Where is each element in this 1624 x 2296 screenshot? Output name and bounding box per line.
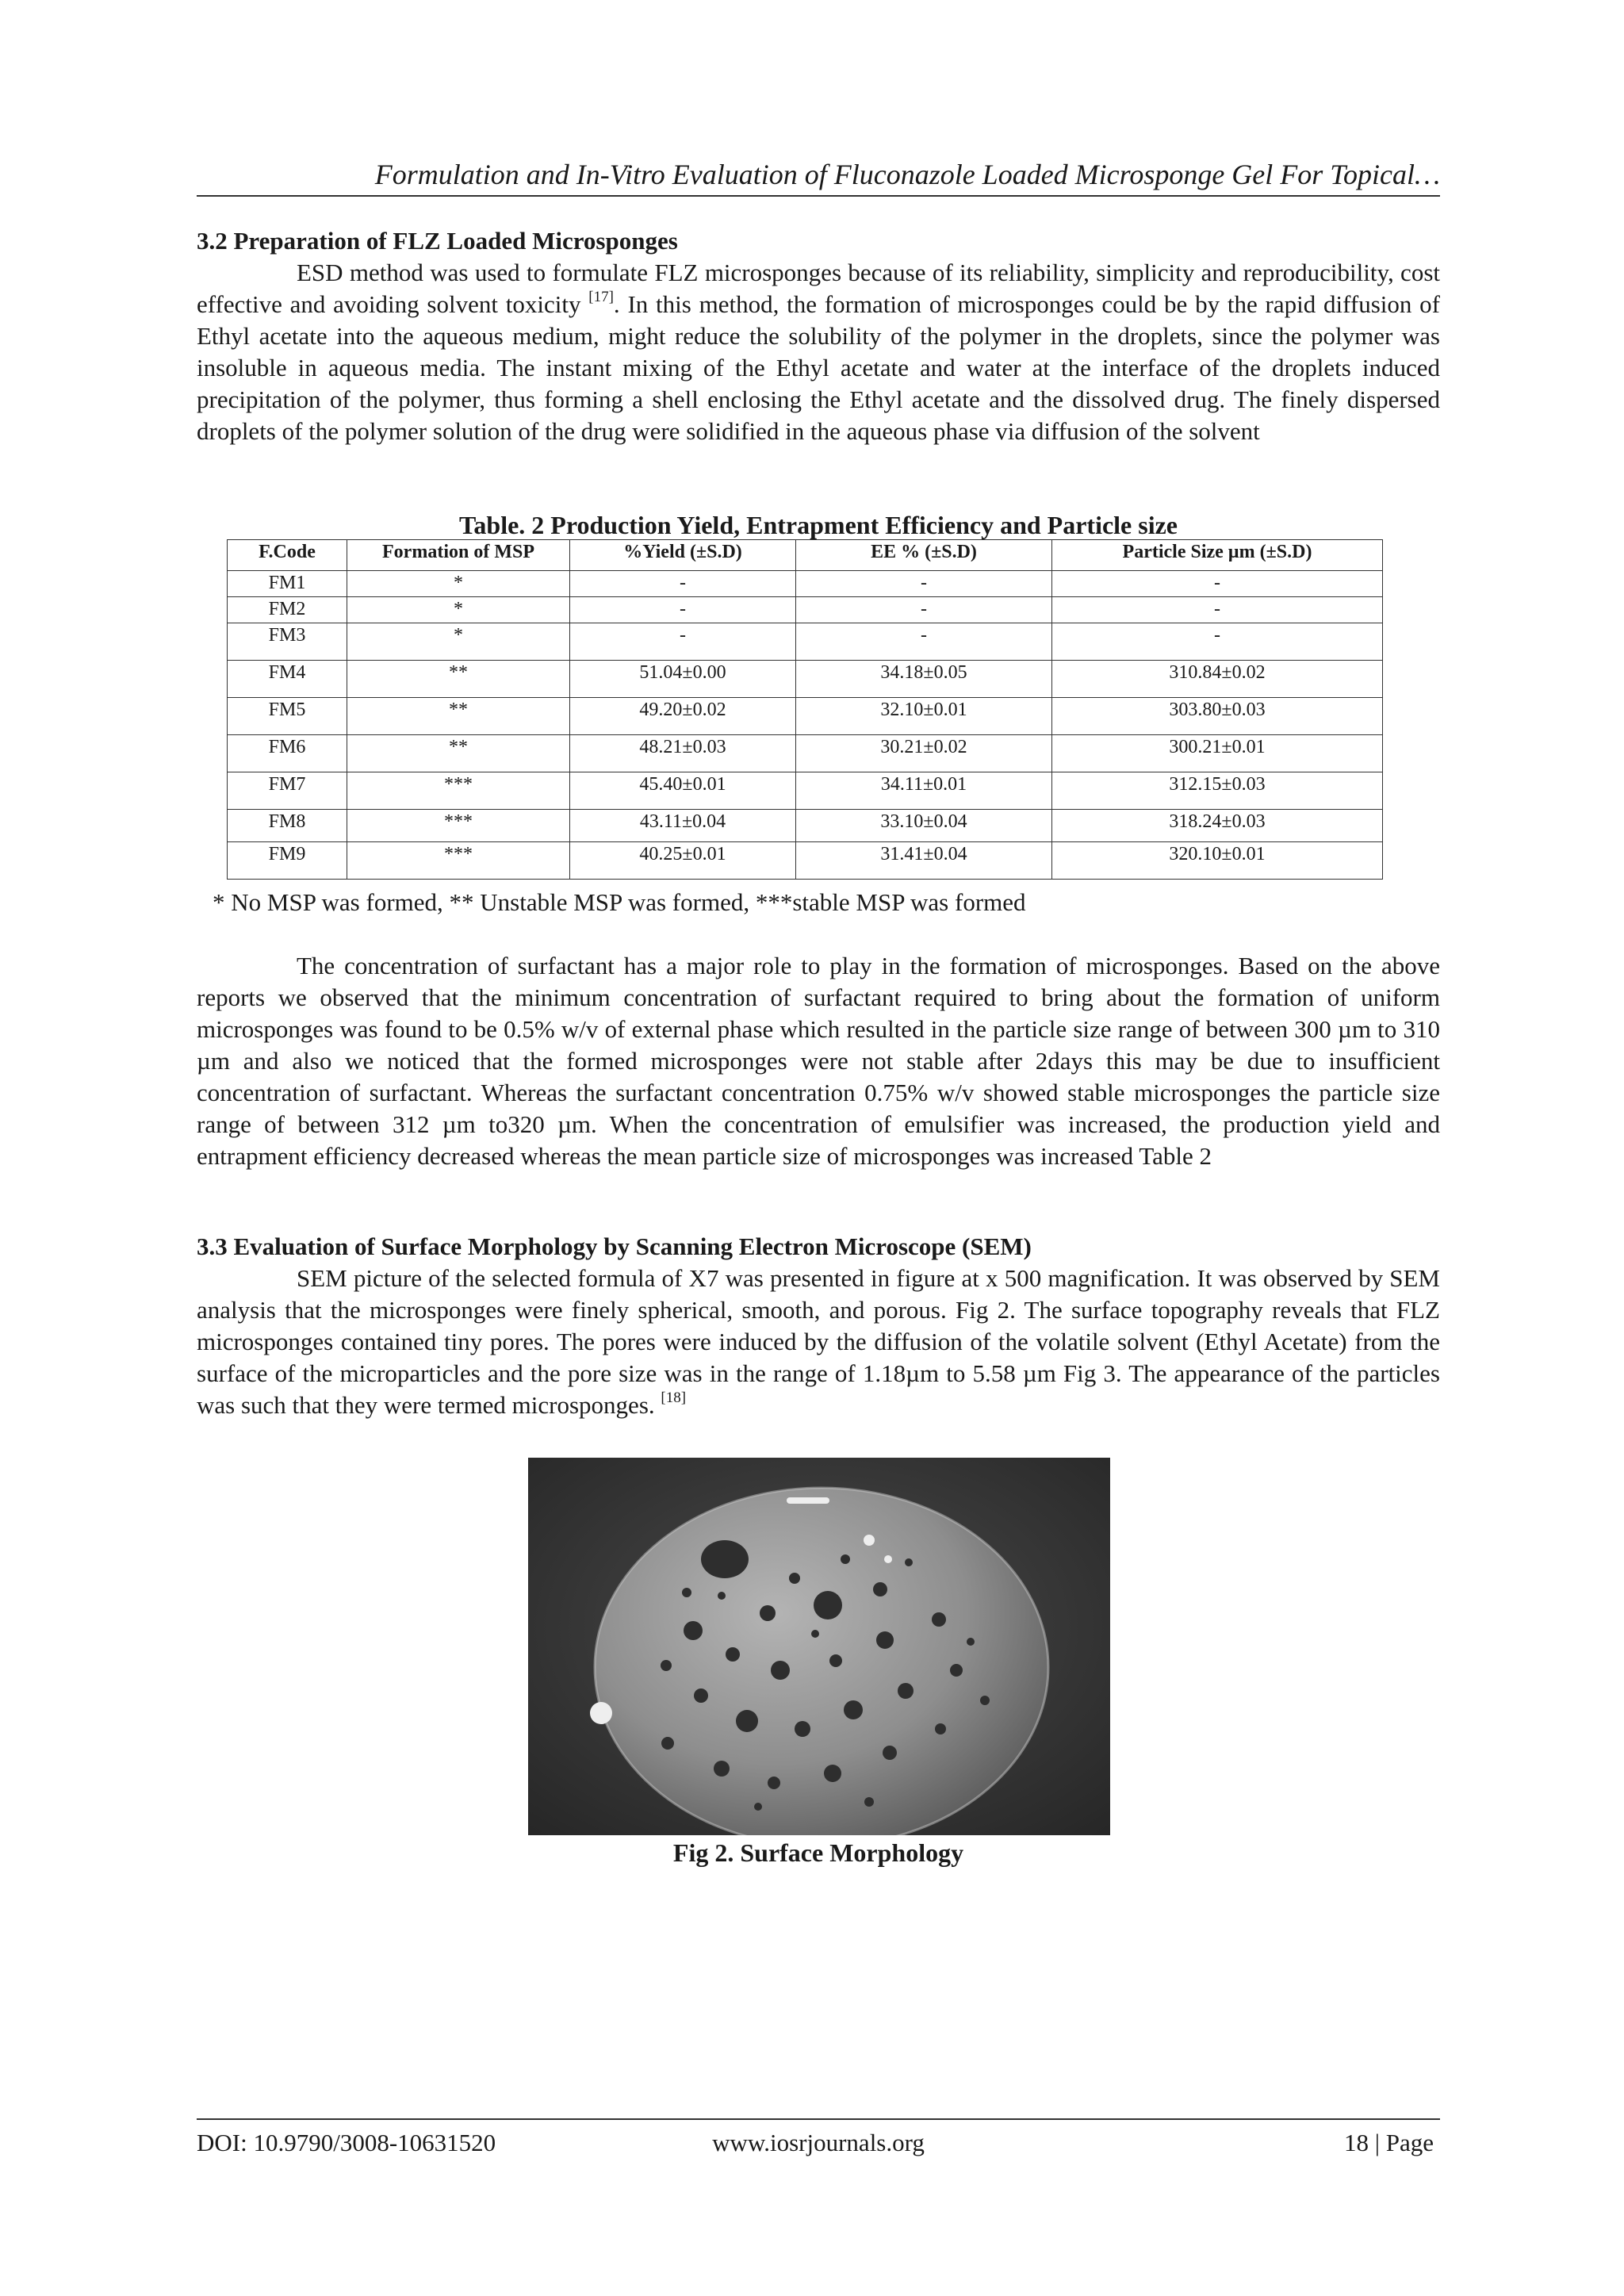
table-cell: FM1 bbox=[228, 571, 347, 597]
table-cell: * bbox=[347, 571, 570, 597]
table-cell: - bbox=[796, 597, 1052, 623]
section-3-2 bbox=[197, 225, 1440, 447]
table-row bbox=[228, 842, 1383, 880]
table-cell: *** bbox=[347, 772, 570, 810]
table-header-row bbox=[228, 540, 1383, 571]
table-cell: - bbox=[1052, 571, 1383, 597]
table-cell: 30.21±0.02 bbox=[796, 735, 1052, 772]
table-cell: 310.84±0.02 bbox=[1052, 661, 1383, 698]
table-cell: FM9 bbox=[228, 842, 347, 880]
table-cell: ** bbox=[347, 698, 570, 735]
table-cell: 303.80±0.03 bbox=[1052, 698, 1383, 735]
table-row bbox=[228, 810, 1383, 842]
table-cell: FM6 bbox=[228, 735, 347, 772]
table-cell: - bbox=[1052, 597, 1383, 623]
section-heading: 3.2 Preparation of FLZ Loaded Microsponges bbox=[197, 227, 678, 255]
header-divider bbox=[197, 195, 1440, 197]
sem-micrograph bbox=[528, 1458, 1110, 1835]
column-header: EE % (±S.D) bbox=[796, 540, 1052, 571]
table-title: Table. 2 Production Yield, Entrapment Efficiency and Particle size bbox=[458, 511, 1178, 539]
table-row bbox=[228, 661, 1383, 698]
citation-ref: [17] bbox=[588, 289, 614, 305]
table-cell: FM5 bbox=[228, 698, 347, 735]
table-row bbox=[228, 571, 1383, 597]
table-cell: 318.24±0.03 bbox=[1052, 810, 1383, 842]
table-cell: - bbox=[1052, 623, 1383, 661]
table-cell: FM8 bbox=[228, 810, 347, 842]
table-cell: 34.11±0.01 bbox=[796, 772, 1052, 810]
table-cell: 43.11±0.04 bbox=[570, 810, 796, 842]
discussion bbox=[197, 950, 1440, 1172]
table-cell: FM7 bbox=[228, 772, 347, 810]
section-heading: 3.3 Evaluation of Surface Morphology by Scanning Electron Microscope (SEM) bbox=[197, 1232, 1032, 1260]
table-cell: 49.20±0.02 bbox=[570, 698, 796, 735]
running-header: Formulation and In-Vitro Evaluation of Fluconazole Loaded Microsponge Gel For Topical… bbox=[374, 159, 1440, 190]
table-footnote: * No MSP was formed, ** Unstable MSP was formed, ***stable MSP was formed bbox=[213, 888, 1026, 916]
section-3-3 bbox=[197, 1231, 1440, 1421]
table-cell: 32.10±0.01 bbox=[796, 698, 1052, 735]
table-cell: - bbox=[796, 623, 1052, 661]
table-cell: ** bbox=[347, 661, 570, 698]
column-header: Particle Size µm (±S.D) bbox=[1052, 540, 1383, 571]
page-footer bbox=[197, 2125, 1440, 2160]
table-cell: *** bbox=[347, 810, 570, 842]
table-cell: 312.15±0.03 bbox=[1052, 772, 1383, 810]
table-cell: *** bbox=[347, 842, 570, 880]
results-table bbox=[227, 539, 1383, 880]
table-cell: 48.21±0.03 bbox=[570, 735, 796, 772]
table-cell: * bbox=[347, 597, 570, 623]
table-cell: FM4 bbox=[228, 661, 347, 698]
column-header: F.Code bbox=[228, 540, 347, 571]
citation-ref: [18] bbox=[661, 1389, 687, 1406]
table-cell: 31.41±0.04 bbox=[796, 842, 1052, 880]
table-cell: 51.04±0.00 bbox=[570, 661, 796, 698]
column-header: Formation of MSP bbox=[347, 540, 570, 571]
table-cell: FM2 bbox=[228, 597, 347, 623]
table-cell: FM3 bbox=[228, 623, 347, 661]
table-cell: 40.25±0.01 bbox=[570, 842, 796, 880]
table-row bbox=[228, 772, 1383, 810]
table-cell: - bbox=[570, 623, 796, 661]
table-cell: 34.18±0.05 bbox=[796, 661, 1052, 698]
sem-image bbox=[528, 1458, 1110, 1835]
table-row bbox=[228, 597, 1383, 623]
paragraph-text: SEM picture of the selected formula of X7 was presented in figure at x 500 magnification. It was observed by SEM analysis that the microsponges were finely spherical, smooth, and porous. Fig 2. The surface topography reveals that FLZ microsponges contained tiny pores. The pores were induced by the diffusion of the volatile solvent (Ethyl Acetate) from the surface of the microparticles and the pore size was in the range of 1.18µm to 5.58 µm Fig 3. The appearance of the particles was such that they were termed microsponges. bbox=[197, 1264, 1440, 1419]
table-cell: - bbox=[570, 597, 796, 623]
table-cell: 33.10±0.04 bbox=[796, 810, 1052, 842]
table-cell: * bbox=[347, 623, 570, 661]
footer-divider bbox=[197, 2118, 1440, 2120]
page-number: 18 | Page bbox=[1344, 2129, 1434, 2156]
table-cell: 45.40±0.01 bbox=[570, 772, 796, 810]
journal-url: www.iosrjournals.org bbox=[712, 2129, 925, 2156]
paragraph bbox=[197, 257, 1440, 447]
paragraph: The concentration of surfactant has a major role to play in the formation of microsponges. Based on the above reports we observed that the minimum concentration of surfactant required to bring about the formation of uniform microsponges was found to be 0.5% w/v of external phase which resulted in the particle size range of between 300 µm to 310 µm and also we noticed that the formed microsponges were not stable after 2days this may be due to insufficient concentration of surfactant. Whereas the surfactant concentration 0.75% w/v showed stable microsponges the particle size range of between 312 µm to320 µm. When the concentration of emulsifier was increased, the production yield and entrapment efficiency decreased whereas the mean particle size of microsponges was increased Table 2 bbox=[197, 952, 1440, 1170]
paragraph-text: . In this method, the formation of microsponges could be by the rapid diffusion of Ethyl acetate into the aqueous medium, might reduce the solubility of the polymer in the droplets, since the polymer was insoluble in aqueous media. The instant mixing of the Ethyl acetate and water at the interface of the droplets induced precipitation of the polymer, thus forming a shell enclosing the Ethyl acetate and the dissolved drug. The finely dispersed droplets of the polymer solution of the drug were solidified in the aqueous phase via diffusion of the solvent bbox=[197, 290, 1440, 445]
table-cell: - bbox=[570, 571, 796, 597]
paragraph-text: ESD method was used to formulate FLZ microsponges because of its reliability, simplicity and reproducibility, cost effective and avoiding solvent toxicity bbox=[197, 259, 1440, 318]
table-row bbox=[228, 735, 1383, 772]
table-cell: ** bbox=[347, 735, 570, 772]
table-cell: - bbox=[796, 571, 1052, 597]
table-row bbox=[228, 698, 1383, 735]
doi-text: DOI: 10.9790/3008-10631520 bbox=[197, 2129, 496, 2156]
table-row bbox=[228, 623, 1383, 661]
table-cell: 320.10±0.01 bbox=[1052, 842, 1383, 880]
figure-caption: Fig 2. Surface Morphology bbox=[672, 1838, 964, 1867]
paragraph bbox=[197, 1263, 1440, 1421]
table-cell: 300.21±0.01 bbox=[1052, 735, 1383, 772]
column-header: %Yield (±S.D) bbox=[570, 540, 796, 571]
